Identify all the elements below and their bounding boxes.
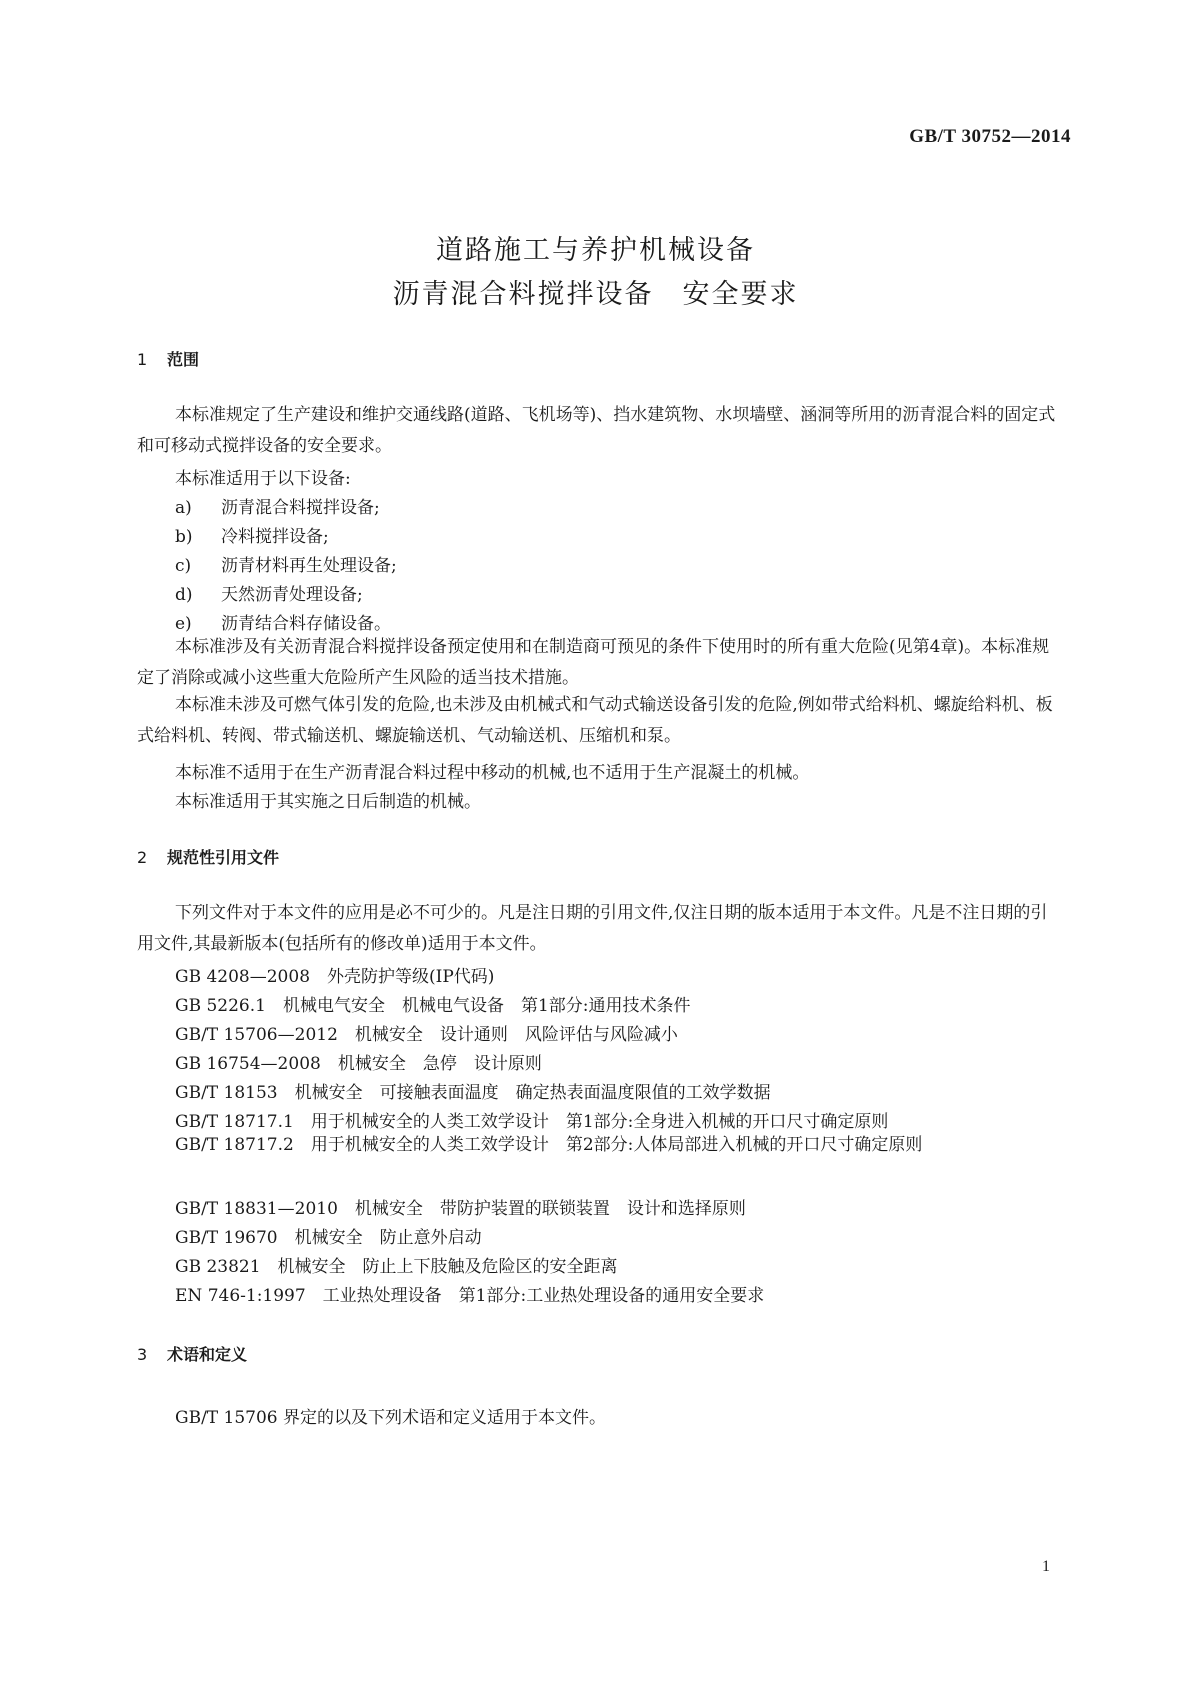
list-item: a) 沥青混合料搅拌设备; xyxy=(175,498,380,518)
scope-applies-intro: 本标准适用于以下设备: xyxy=(175,469,351,489)
scope-paragraph-5: 本标准适用于其实施之日后制造的机械。 xyxy=(175,792,481,812)
reference-item: GB/T 19670 机械安全 防止意外启动 xyxy=(175,1228,482,1248)
section-1-heading xyxy=(137,347,199,370)
reference-item: GB 23821 机械安全 防止上下肢触及危险区的安全距离 xyxy=(175,1257,618,1277)
scope-paragraph-3: 本标准未涉及可燃气体引发的危险,也未涉及由机械式和气动式输送设备引发的危险,例如带式给料机、螺旋给料机、板式给料机、转阀、带式输送机、螺旋输送机、气动输送机、压缩机和泵。 xyxy=(137,695,1053,746)
reference-item: GB 4208—2008 外壳防护等级(IP代码) xyxy=(175,967,495,987)
reference-item: EN 746-1:1997 工业热处理设备 第1部分:工业热处理设备的通用安全要求 xyxy=(175,1286,765,1306)
list-item: c) 沥青材料再生处理设备; xyxy=(175,556,397,576)
section-3-heading xyxy=(137,1342,247,1365)
standard-code: GB/T 30752—2014 xyxy=(909,126,1071,147)
section-2-heading xyxy=(137,845,279,868)
scope-paragraph-2: 本标准涉及有关沥青混合料搅拌设备预定使用和在制造商可预见的条件下使用时的所有重大危险(见第4章)。本标准规定了消除或减小这些重大危险所产生风险的适当技术措施。 xyxy=(137,637,1050,688)
list-item: e) 沥青结合料存储设备。 xyxy=(175,614,391,634)
list-item: b) 冷料搅拌设备; xyxy=(175,527,329,547)
reference-item: GB/T 18717.2 用于机械安全的人类工效学设计 第2部分:人体局部进入机械的开口尺寸确定原则 xyxy=(175,1135,923,1155)
document-title-line2: 沥青混合料搅拌设备 安全要求 xyxy=(392,279,799,310)
reference-item: GB/T 18831—2010 机械安全 带防护装置的联锁装置 设计和选择原则 xyxy=(175,1199,746,1219)
reference-item: GB 16754—2008 机械安全 急停 设计原则 xyxy=(175,1054,542,1074)
section-number: 3 xyxy=(137,1345,148,1364)
list-item: d) 天然沥青处理设备; xyxy=(175,585,363,605)
document-title-line1: 道路施工与养护机械设备 xyxy=(436,235,755,266)
normative-references-intro: 下列文件对于本文件的应用是必不可少的。凡是注日期的引用文件,仅注日期的版本适用于本文件。凡是不注日期的引用文件,其最新版本(包括所有的修改单)适用于本文件。 xyxy=(137,903,1048,954)
section-title: 术语和定义 xyxy=(167,1345,248,1364)
page-number: 1 xyxy=(1042,1558,1050,1575)
terms-intro: GB/T 15706 界定的以及下列术语和定义适用于本文件。 xyxy=(175,1408,607,1428)
section-number: 2 xyxy=(137,848,148,867)
reference-item: GB/T 18717.1 用于机械安全的人类工效学设计 第1部分:全身进入机械的开口尺寸确定原则 xyxy=(175,1112,889,1132)
section-title: 规范性引用文件 xyxy=(167,848,280,867)
reference-item: GB 5226.1 机械电气安全 机械电气设备 第1部分:通用技术条件 xyxy=(175,996,691,1016)
scope-paragraph-4: 本标准不适用于在生产沥青混合料过程中移动的机械,也不适用于生产混凝土的机械。 xyxy=(175,763,810,783)
section-number: 1 xyxy=(137,350,148,369)
section-title: 范围 xyxy=(167,350,200,369)
scope-paragraph-1: 本标准规定了生产建设和维护交通线路(道路、飞机场等)、挡水建筑物、水坝墙壁、涵洞等所用的沥青混合料的固定式和可移动式搅拌设备的安全要求。 xyxy=(137,405,1056,456)
reference-item: GB/T 15706—2012 机械安全 设计通则 风险评估与风险减小 xyxy=(175,1025,678,1045)
reference-item: GB/T 18153 机械安全 可接触表面温度 确定热表面温度限值的工效学数据 xyxy=(175,1083,771,1103)
